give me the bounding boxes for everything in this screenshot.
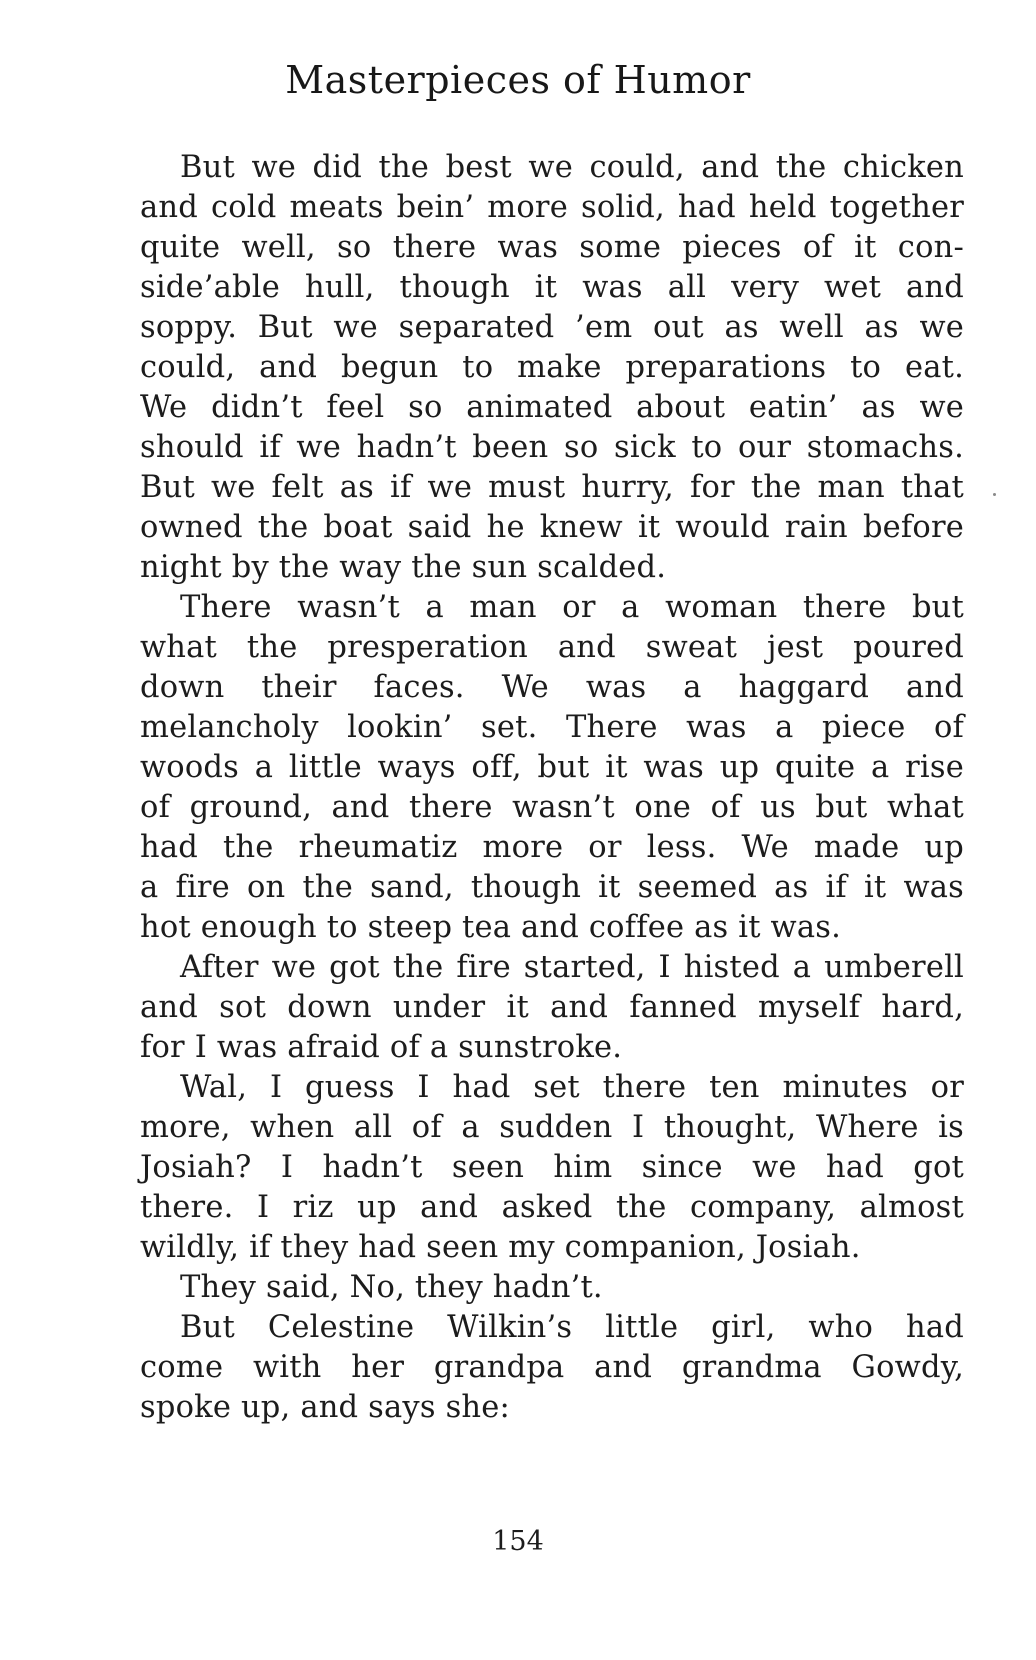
text-line: We didn’t feel so animated about eatin’ as we xyxy=(140,390,964,425)
paragraph xyxy=(140,1268,964,1308)
text-line: hot enough to steep tea and coffee as it was. xyxy=(140,910,841,945)
text-line: side’able hull, though it was all very wet and xyxy=(140,270,964,305)
text-line: They said, No, they hadn’t. xyxy=(180,1270,603,1305)
text-line: of ground, and there wasn’t one of us but what xyxy=(140,790,964,825)
text-line: and sot down under it and fanned myself hard, xyxy=(140,990,964,1025)
text-line: what the presperation and sweat jest poured xyxy=(140,630,964,665)
text-line: had the rheumatiz more or less. We made up xyxy=(140,830,964,865)
text-line: down their faces. We was a haggard and xyxy=(140,670,964,705)
text-line: But Celestine Wilkin’s little girl, who had xyxy=(180,1310,964,1345)
paper-speck xyxy=(993,493,996,496)
text-line: melancholy lookin’ set. There was a piece of xyxy=(140,710,964,745)
text-line: There wasn’t a man or a woman there but xyxy=(180,590,964,625)
text-line: more, when all of a sudden I thought, Where is xyxy=(140,1110,964,1145)
text-line: woods a little ways off, but it was up quite a rise xyxy=(140,750,964,785)
text-line: Wal, I guess I had set there ten minutes or xyxy=(180,1070,964,1105)
text-line: owned the boat said he knew it would rain before xyxy=(140,510,964,545)
text-line: for I was afraid of a sunstroke. xyxy=(140,1030,623,1065)
text-line: a fire on the sand, though it seemed as if it was xyxy=(140,870,964,905)
text-line: should if we hadn’t been so sick to our stomachs. xyxy=(140,430,964,465)
running-head: Masterpieces of Humor xyxy=(285,58,751,102)
paragraph xyxy=(140,588,964,948)
paragraph xyxy=(140,1068,964,1268)
text-line: come with her grandpa and grandma Gowdy, xyxy=(140,1350,964,1385)
text-line: wildly, if they had seen my companion, Josiah. xyxy=(140,1230,861,1265)
text-line: could, and begun to make preparations to eat. xyxy=(140,350,964,385)
paragraph xyxy=(140,148,964,588)
text-line: But we felt as if we must hurry, for the man that xyxy=(140,470,964,505)
text-line: Josiah? I hadn’t seen him since we had got xyxy=(140,1150,964,1185)
text-line: there. I riz up and asked the company, almost xyxy=(140,1190,964,1225)
paragraph xyxy=(140,948,964,1068)
text-line: After we got the fire started, I histed a umberell xyxy=(180,950,964,985)
text-line: spoke up, and says she: xyxy=(140,1390,511,1425)
text-line: night by the way the sun scalded. xyxy=(140,550,667,585)
text-line: soppy. But we separated ’em out as well as we xyxy=(140,310,964,345)
text-line: and cold meats bein’ more solid, had held together xyxy=(140,190,964,225)
body-text xyxy=(140,148,964,1428)
page-number: 154 xyxy=(492,1526,544,1557)
text-line: But we did the best we could, and the chicken xyxy=(180,150,964,185)
text-line: quite well, so there was some pieces of it con- xyxy=(140,230,964,265)
paragraph xyxy=(140,1308,964,1428)
